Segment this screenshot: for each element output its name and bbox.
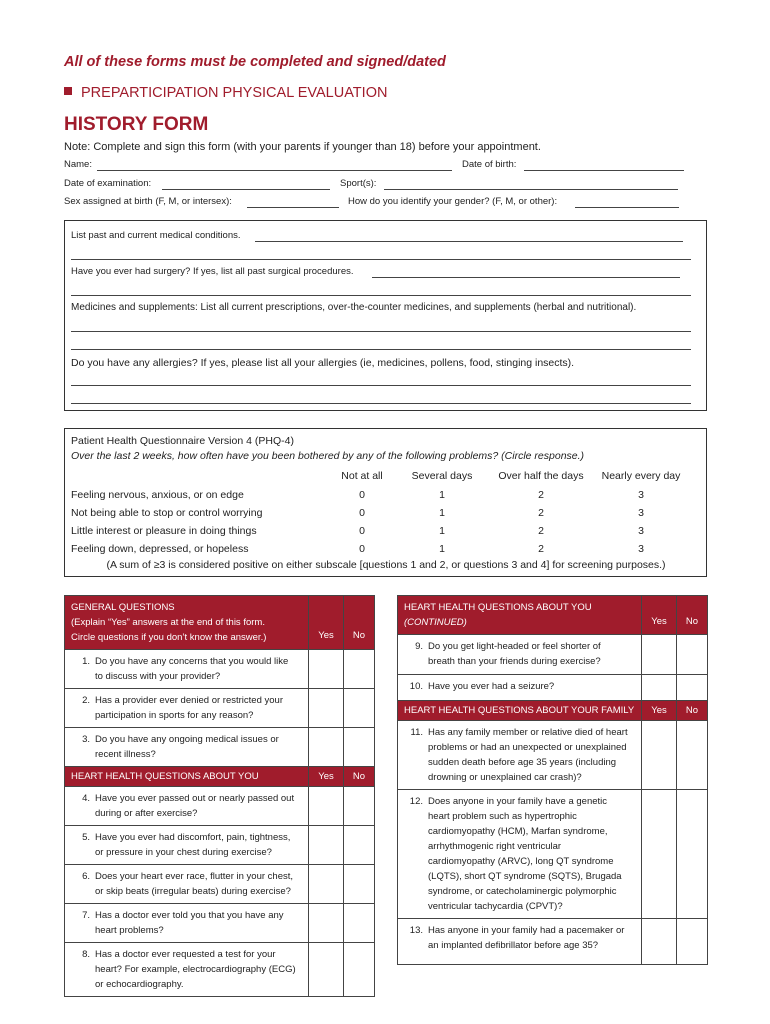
phq4-col-nearly-every-day: Nearly every day xyxy=(601,470,681,482)
phq4-row-label: Not being able to stop or control worrying xyxy=(71,507,263,519)
answer-yes-checkbox[interactable] xyxy=(309,787,344,826)
answer-no-checkbox[interactable] xyxy=(344,650,375,689)
allergies-label: Do you have any allergies? If yes, please list all your allergies (ie, medicines, pollens, food, stinging insects). xyxy=(71,357,575,369)
phq4-row-label: Feeling nervous, anxious, or on edge xyxy=(71,489,244,501)
medical-history-box xyxy=(64,220,707,411)
phq4-score[interactable]: 2 xyxy=(538,543,544,555)
question-11 xyxy=(398,721,642,790)
phq4-score[interactable]: 2 xyxy=(538,489,544,501)
phq4-score[interactable]: 0 xyxy=(359,525,365,537)
question-4 xyxy=(65,787,309,826)
question-13 xyxy=(398,919,642,965)
heart-no-header: No xyxy=(344,767,375,787)
answer-no-checkbox[interactable] xyxy=(344,689,375,728)
gender-label: How do you identify your gender? (F, M, or other): xyxy=(348,196,558,207)
question-text: Have you ever had a seizure? xyxy=(428,681,555,692)
question-text: Has a doctor ever requested a test for your heart? For example, electrocardiography (ECG) or echocardiography. xyxy=(95,949,296,990)
general-questions-header xyxy=(65,596,309,650)
dob-label: Date of birth: xyxy=(462,159,517,170)
phq4-score[interactable]: 2 xyxy=(538,507,544,519)
phq4-score[interactable]: 3 xyxy=(638,543,644,555)
section-heading-text: PREPARTICIPATION PHYSICAL EVALUATION xyxy=(81,85,388,101)
question-number: 3. xyxy=(82,734,90,745)
heart-continued-yes-header: Yes xyxy=(642,596,677,635)
phq4-score[interactable]: 0 xyxy=(359,489,365,501)
question-number: 7. xyxy=(82,910,90,921)
answer-yes-checkbox[interactable] xyxy=(309,650,344,689)
question-10 xyxy=(398,675,642,701)
conditions-label: List past and current medical conditions. xyxy=(71,230,241,241)
phq4-footnote: (A sum of ≥3 is considered positive on either subscale [questions 1 and 2, or questions 3 and 4] for screening purposes.) xyxy=(106,559,666,571)
question-text: Do you get light-headed or feel shorter of breath than your friends during exercise? xyxy=(428,641,601,667)
question-1 xyxy=(65,650,309,689)
heart-yes-header: Yes xyxy=(309,767,344,787)
completion-notice: All of these forms must be completed and signed/dated xyxy=(64,54,446,70)
question-number: 11. xyxy=(410,727,423,738)
question-number: 2. xyxy=(82,695,90,706)
question-number: 6. xyxy=(82,871,90,882)
phq4-title: Patient Health Questionnaire Version 4 (PHQ-4) xyxy=(71,435,294,447)
name-field[interactable] xyxy=(97,170,452,171)
phq4-subtitle: Over the last 2 weeks, how often have you been bothered by any of the following problems? (Circle response.) xyxy=(71,450,585,462)
answer-yes-checkbox[interactable] xyxy=(642,635,677,675)
answer-yes-checkbox[interactable] xyxy=(309,943,344,997)
medicines-field-2[interactable] xyxy=(71,349,691,350)
sports-label: Sport(s): xyxy=(340,178,377,189)
phq4-col-over-half: Over half the days xyxy=(498,470,584,482)
phq4-score[interactable]: 3 xyxy=(638,507,644,519)
question-text: Have you ever had discomfort, pain, tightness, or pressure in your chest during exercise? xyxy=(95,832,291,858)
general-no-header: No xyxy=(344,596,375,650)
question-number: 9. xyxy=(415,641,423,652)
answer-no-checkbox[interactable] xyxy=(344,728,375,767)
heart-continued-header-line: (CONTINUED) xyxy=(404,617,467,628)
answer-yes-checkbox[interactable] xyxy=(642,790,677,919)
question-text: Do you have any concerns that you would like to discuss with your provider? xyxy=(95,656,289,682)
answer-yes-checkbox[interactable] xyxy=(309,728,344,767)
general-yes-header: Yes xyxy=(309,596,344,650)
family-heart-header: HEART HEALTH QUESTIONS ABOUT YOUR FAMILY xyxy=(398,701,642,721)
question-number: 8. xyxy=(82,949,90,960)
answer-no-checkbox[interactable] xyxy=(677,790,708,919)
heart-continued-table xyxy=(397,595,708,965)
phq4-row-label: Feeling down, depressed, or hopeless xyxy=(71,543,249,555)
question-text: Does anyone in your family have a genetic heart problem such as hypertrophic cardiomyopathy (HCM), Marfan syndrome, arrhythmogenic right ventricular cardiomyopathy (ARVC), long QT syndrome (LQTS), short QT syndrome (SQTS), Brugada syndrome, or catecholaminergic polymorphic ventricular tachycardia (CPVT)? xyxy=(428,796,622,912)
phq4-score[interactable]: 1 xyxy=(439,543,445,555)
surgery-field[interactable] xyxy=(372,277,680,278)
heart-continued-header-line: HEART HEALTH QUESTIONS ABOUT YOU xyxy=(404,602,592,613)
exam-date-label: Date of examination: xyxy=(64,178,152,189)
phq4-score[interactable]: 1 xyxy=(439,525,445,537)
answer-yes-checkbox[interactable] xyxy=(309,689,344,728)
question-number: 12. xyxy=(409,796,423,807)
phq4-score[interactable]: 0 xyxy=(359,507,365,519)
sports-field[interactable] xyxy=(384,189,678,190)
surgery-field-2[interactable] xyxy=(71,295,691,296)
question-3 xyxy=(65,728,309,767)
question-number: 4. xyxy=(82,793,90,804)
medicines-field[interactable] xyxy=(71,331,691,332)
question-text: Have you ever passed out or nearly passed out during or after exercise? xyxy=(95,793,295,819)
answer-yes-checkbox[interactable] xyxy=(642,919,677,965)
medicines-label: Medicines and supplements: List all current prescriptions, over-the-counter medicines, and supplements (herbal and nutritional). xyxy=(71,302,637,313)
phq4-score[interactable]: 1 xyxy=(439,489,445,501)
phq4-score[interactable]: 3 xyxy=(638,525,644,537)
question-2 xyxy=(65,689,309,728)
instructions-note: Note: Complete and sign this form (with your parents if younger than 18) before your appointment. xyxy=(64,141,541,153)
general-header-line: Circle questions if you don’t know the answer.) xyxy=(71,632,267,643)
answer-yes-checkbox[interactable] xyxy=(309,865,344,904)
question-6 xyxy=(65,865,309,904)
answer-no-checkbox[interactable] xyxy=(677,919,708,965)
question-5 xyxy=(65,826,309,865)
question-text: Does your heart ever race, flutter in your chest, or skip beats (irregular beats) during exercise? xyxy=(95,871,294,897)
heart-health-header: HEART HEALTH QUESTIONS ABOUT YOU xyxy=(65,767,309,787)
general-questions-table xyxy=(64,595,375,997)
phq4-score[interactable]: 2 xyxy=(538,525,544,537)
dob-field[interactable] xyxy=(524,170,684,171)
answer-yes-checkbox[interactable] xyxy=(642,721,677,790)
phq4-col-not-at-all: Not at all xyxy=(341,470,383,482)
phq4-col-several-days: Several days xyxy=(411,470,473,482)
allergies-field-2[interactable] xyxy=(71,403,691,404)
question-text: Has a doctor ever told you that you have any heart problems? xyxy=(95,910,284,936)
answer-no-checkbox[interactable] xyxy=(677,675,708,701)
answer-yes-checkbox[interactable] xyxy=(309,826,344,865)
question-text: Has anyone in your family had a pacemaker or an implanted defibrillator before age 35? xyxy=(428,925,625,951)
question-text: Has a provider ever denied or restricted your participation in sports for any reason? xyxy=(95,695,283,721)
sex-field[interactable] xyxy=(247,207,339,208)
general-header-line: (Explain “Yes” answers at the end of this form. xyxy=(71,617,265,628)
question-text: Do you have any ongoing medical issues or recent illness? xyxy=(95,734,279,760)
answer-no-checkbox[interactable] xyxy=(344,787,375,826)
answer-no-checkbox[interactable] xyxy=(344,943,375,997)
answer-no-checkbox[interactable] xyxy=(344,904,375,943)
question-9 xyxy=(398,635,642,675)
heart-continued-no-header: No xyxy=(677,596,708,635)
section-heading xyxy=(64,85,387,101)
allergies-field[interactable] xyxy=(71,385,691,386)
answer-no-checkbox[interactable] xyxy=(677,721,708,790)
exam-date-field[interactable] xyxy=(162,189,330,190)
sex-label: Sex assigned at birth (F, M, or intersex): xyxy=(64,196,232,207)
conditions-field-2[interactable] xyxy=(71,259,691,260)
answer-no-checkbox[interactable] xyxy=(344,865,375,904)
general-header-line: GENERAL QUESTIONS xyxy=(71,602,175,613)
question-text: Has any family member or relative died of heart problems or had an unexpected or unexplained sudden death before age 35 years (including drowning or unexplained car crash)? xyxy=(428,727,628,783)
phq4-score[interactable]: 3 xyxy=(638,489,644,501)
answer-no-checkbox[interactable] xyxy=(344,826,375,865)
question-number: 10. xyxy=(409,681,423,692)
square-bullet-icon xyxy=(64,87,72,95)
question-number: 5. xyxy=(82,832,90,843)
question-number: 1. xyxy=(82,656,90,667)
family-yes-header: Yes xyxy=(642,701,677,721)
phq4-score[interactable]: 1 xyxy=(439,507,445,519)
answer-yes-checkbox[interactable] xyxy=(309,904,344,943)
answer-yes-checkbox[interactable] xyxy=(642,675,677,701)
phq4-row-label: Little interest or pleasure in doing things xyxy=(71,525,257,537)
question-12 xyxy=(398,790,642,919)
family-no-header: No xyxy=(677,701,708,721)
gender-field[interactable] xyxy=(575,207,679,208)
question-7 xyxy=(65,904,309,943)
surgery-label: Have you ever had surgery? If yes, list all past surgical procedures. xyxy=(71,266,354,277)
heart-continued-header xyxy=(398,596,642,635)
name-label: Name: xyxy=(64,159,92,170)
phq4-score[interactable]: 0 xyxy=(359,543,365,555)
question-number: 13. xyxy=(409,925,423,936)
page-title: HISTORY FORM xyxy=(64,114,209,135)
answer-no-checkbox[interactable] xyxy=(677,635,708,675)
question-8 xyxy=(65,943,309,997)
conditions-field[interactable] xyxy=(255,241,683,242)
